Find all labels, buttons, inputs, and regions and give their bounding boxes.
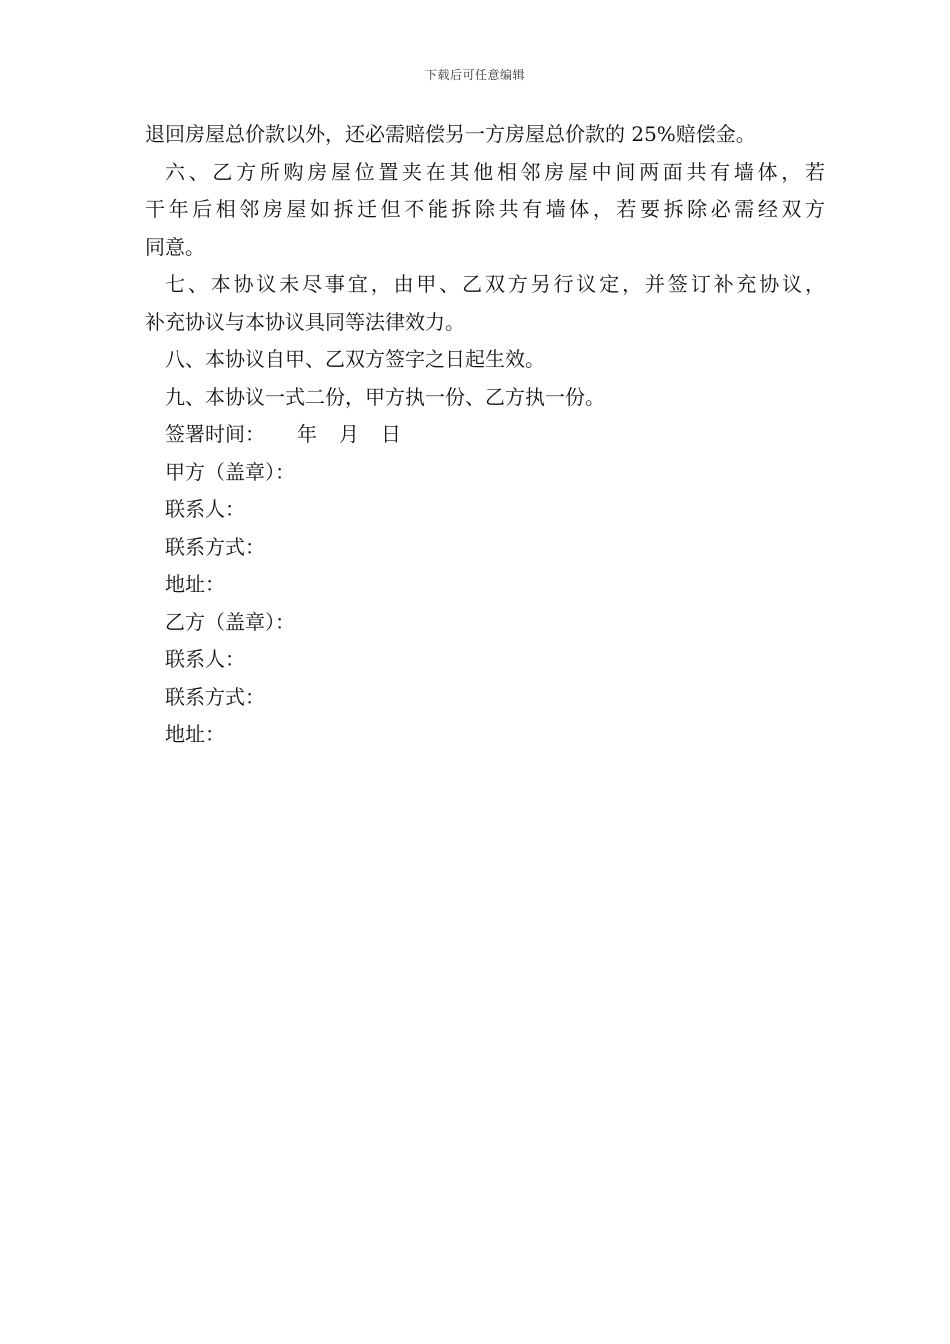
- clause-six-line-2: 干年后相邻房屋如拆迁但不能拆除共有墙体，若要拆除必需经双方: [145, 197, 825, 221]
- clause-six-line-1: 六、乙方所购房屋位置夹在其他相邻房屋中间两面共有墙体，若: [165, 159, 825, 184]
- page-header-note: 下载后可任意编辑: [424, 68, 525, 82]
- party-a-address-label: 地址：: [165, 572, 225, 596]
- clause-nine: 九、本协议一式二份，甲方执一份、乙方执一份。: [165, 384, 605, 409]
- party-a-seal-label: 甲方（盖章）：: [165, 459, 295, 484]
- clause-six-line-3: 同意。: [145, 234, 205, 259]
- clause-seven-line-2: 补充协议与本协议具同等法律效力。: [145, 309, 465, 334]
- signing-year-label: 年: [297, 422, 317, 446]
- party-b-address-label: 地址：: [165, 722, 225, 746]
- signing-time-label: 签署时间：: [165, 422, 265, 446]
- party-a-contact-label: 联系人：: [165, 497, 245, 521]
- party-b-contact-label: 联系人：: [165, 647, 245, 671]
- clause-five-continuation: 退回房屋总价款以外，还必需赔偿另一方房屋总价款的 25%赔偿金。: [145, 122, 756, 146]
- clause-seven-line-1: 七、本协议未尽事宜，由甲、乙双方另行议定，并签订补充协议，: [165, 272, 825, 296]
- party-b-seal-label: 乙方（盖章）：: [165, 609, 295, 634]
- document-body: [145, 116, 825, 754]
- clause-eight: 八、本协议自甲、乙双方签字之日起生效。: [165, 347, 545, 371]
- party-b-method-label: 联系方式：: [165, 684, 265, 709]
- signing-month-label: 月: [339, 422, 359, 446]
- party-a-method-label: 联系方式：: [165, 534, 265, 559]
- signing-day-label: 日: [381, 422, 401, 446]
- signing-time-row: [145, 416, 825, 454]
